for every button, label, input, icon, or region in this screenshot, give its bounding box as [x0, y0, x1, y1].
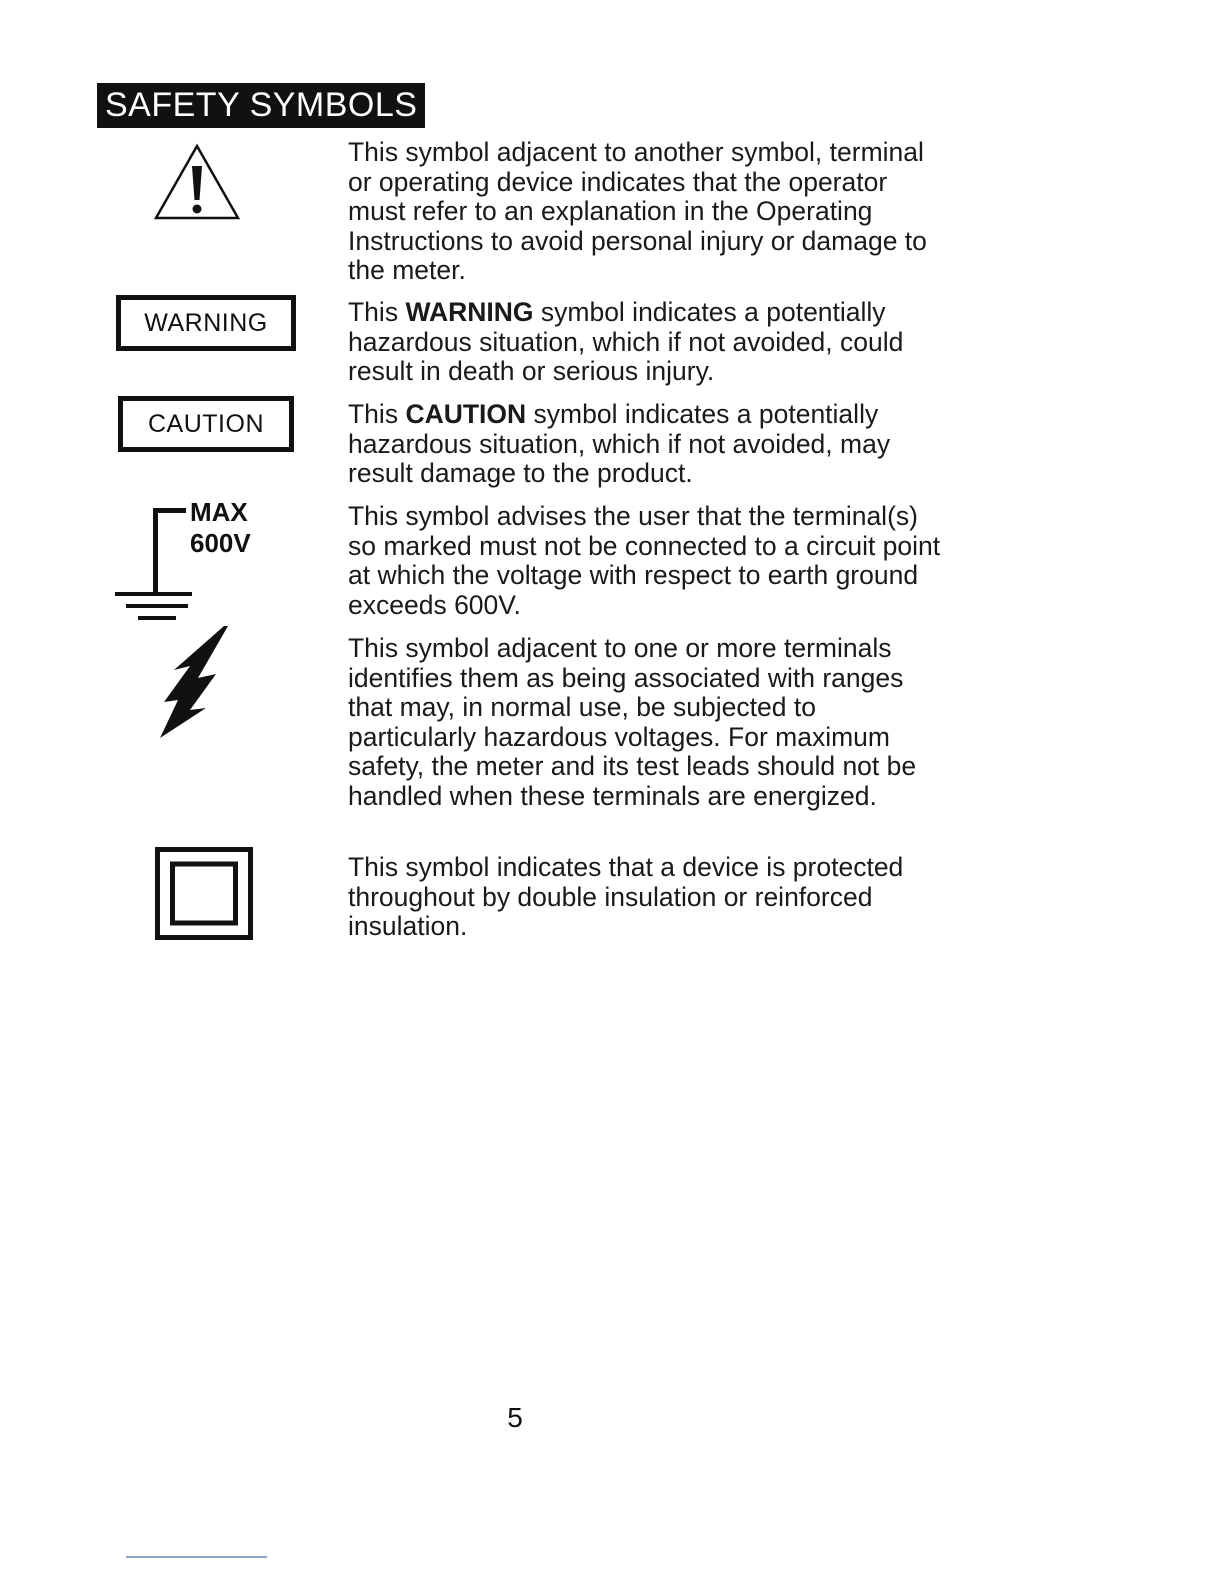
max-label: MAX: [190, 497, 248, 527]
double-insulation-description: This symbol indicates that a device is protected throughout by double insulation or reinforced insulation.: [348, 852, 904, 941]
caution-desc-after: symbol indicates a potentially hazardous situation, which if not avoided, may result damage to the product.: [348, 399, 891, 488]
lightning-symbol-description: This symbol adjacent to one or more terminals identifies them as being associated with ranges that may, in normal use, be subjected to particularly hazardous voltages. For maximum safety, the meter and its test leads should not be handled when these terminals are energized.: [348, 633, 917, 811]
caution-label-icon: [118, 396, 294, 452]
caution-desc-bold: CAUTION: [405, 399, 527, 429]
warning-desc-before: This: [348, 297, 406, 327]
caution-desc-before: This: [348, 399, 406, 429]
ground-max-voltage-icon: [112, 500, 192, 625]
page-title: SAFETY SYMBOLS: [97, 83, 425, 128]
triangle-symbol-description: This symbol adjacent to another symbol, terminal or operating device indicates that the operator must refer to an explanation in the Operating Instructions to avoid personal injury or damage to the meter.: [348, 137, 927, 285]
caution-symbol-description: [348, 400, 948, 489]
warning-symbol-description: [348, 298, 948, 387]
max-voltage-label: [190, 497, 251, 559]
page-number: 5: [507, 1402, 523, 1433]
warning-desc-after: symbol indicates a potentially hazardous situation, which if not avoided, could result in death or serious injury.: [348, 297, 904, 386]
caution-label-text: CAUTION: [148, 410, 264, 438]
warning-desc-bold: WARNING: [405, 297, 534, 327]
warning-label-icon: [116, 295, 296, 351]
warning-triangle-icon: [152, 142, 242, 222]
ground-symbol-description: This symbol advises the user that the terminal(s) so marked must not be connected to a circuit point at which the voltage with respect to earth ground exceeds 600V.: [348, 501, 941, 620]
voltage-label: 600V: [190, 528, 251, 558]
warning-label-text: WARNING: [144, 309, 268, 337]
double-insulation-icon: [155, 847, 253, 940]
lightning-bolt-icon: [150, 622, 250, 742]
footer-rule: [126, 1556, 267, 1558]
